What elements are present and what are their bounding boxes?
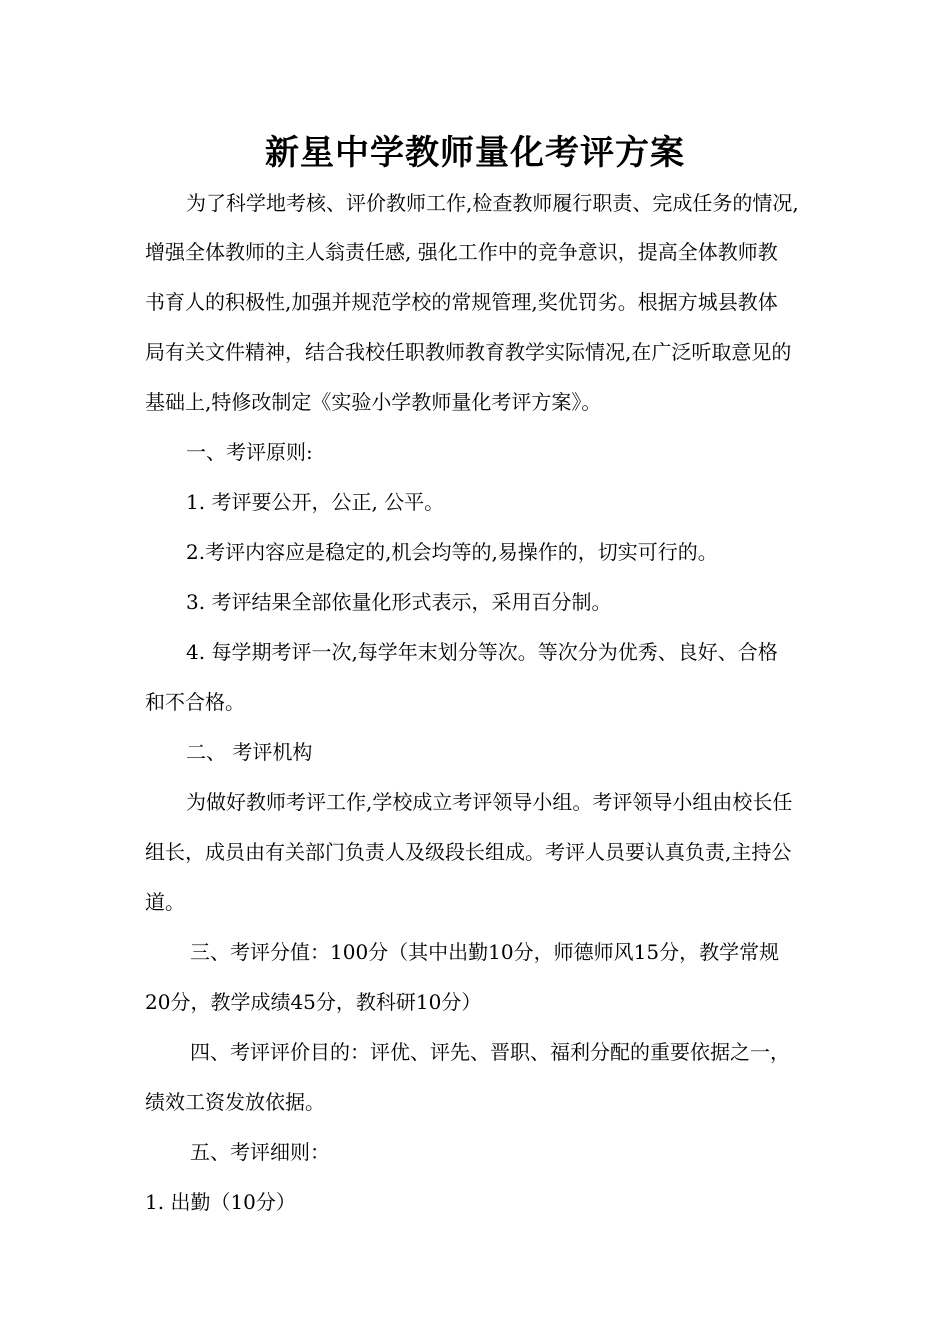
list-item: 4. 每学期考评一次,每学年末划分等次。等次分为优秀、良好、合格 — [186, 640, 778, 664]
paragraph-line: 为了科学地考核、评价教师工作,检查教师履行职责、完成任务的情况, — [186, 191, 799, 215]
section-heading: 三、考评分值：100分（其中出勤10分，师德师风15分，教学常规 — [190, 940, 780, 964]
section-heading: 二、 考评机构 — [186, 740, 313, 764]
paragraph-line: 为做好教师考评工作,学校成立考评领导小组。考评领导小组由校长任 — [186, 790, 793, 814]
section-heading: 四、考评评价目的：评优、评先、晋职、福利分配的重要依据之一， — [190, 1040, 790, 1064]
list-item: 1. 出勤（10分） — [145, 1190, 296, 1214]
list-item: 2.考评内容应是稳定的,机会均等的,易操作的，切实可行的。 — [186, 540, 718, 564]
paragraph-line: 书育人的积极性,加强并规范学校的常规管理,奖优罚劣。根据方城县教体 — [145, 290, 778, 314]
list-item: 1. 考评要公开，公正, 公平。 — [186, 490, 445, 514]
paragraph-line: 道。 — [145, 890, 185, 914]
document-title: 新星中学教师量化考评方案 — [265, 133, 685, 173]
list-item-continuation: 和不合格。 — [145, 690, 245, 714]
list-item: 3. 考评结果全部依量化形式表示，采用百分制。 — [186, 590, 612, 614]
paragraph-line: 绩效工资发放依据。 — [145, 1090, 325, 1114]
paragraph-line: 基础上,特修改制定《实验小学教师量化考评方案》。 — [145, 390, 602, 414]
paragraph-line: 20分，教学成绩45分，教科研10分） — [145, 990, 482, 1014]
section-heading: 一、考评原则: — [186, 440, 313, 464]
paragraph-line: 增强全体教师的主人翁责任感, 强化工作中的竞争意识，提高全体教师教 — [145, 240, 778, 264]
paragraph-line: 组长，成员由有关部门负责人及级段长组成。考评人员要认真负责,主持公 — [145, 840, 792, 864]
section-heading: 五、考评细则： — [190, 1140, 330, 1164]
paragraph-line: 局有关文件精神，结合我校任职教师教育教学实际情况,在广泛听取意见的 — [145, 340, 792, 364]
